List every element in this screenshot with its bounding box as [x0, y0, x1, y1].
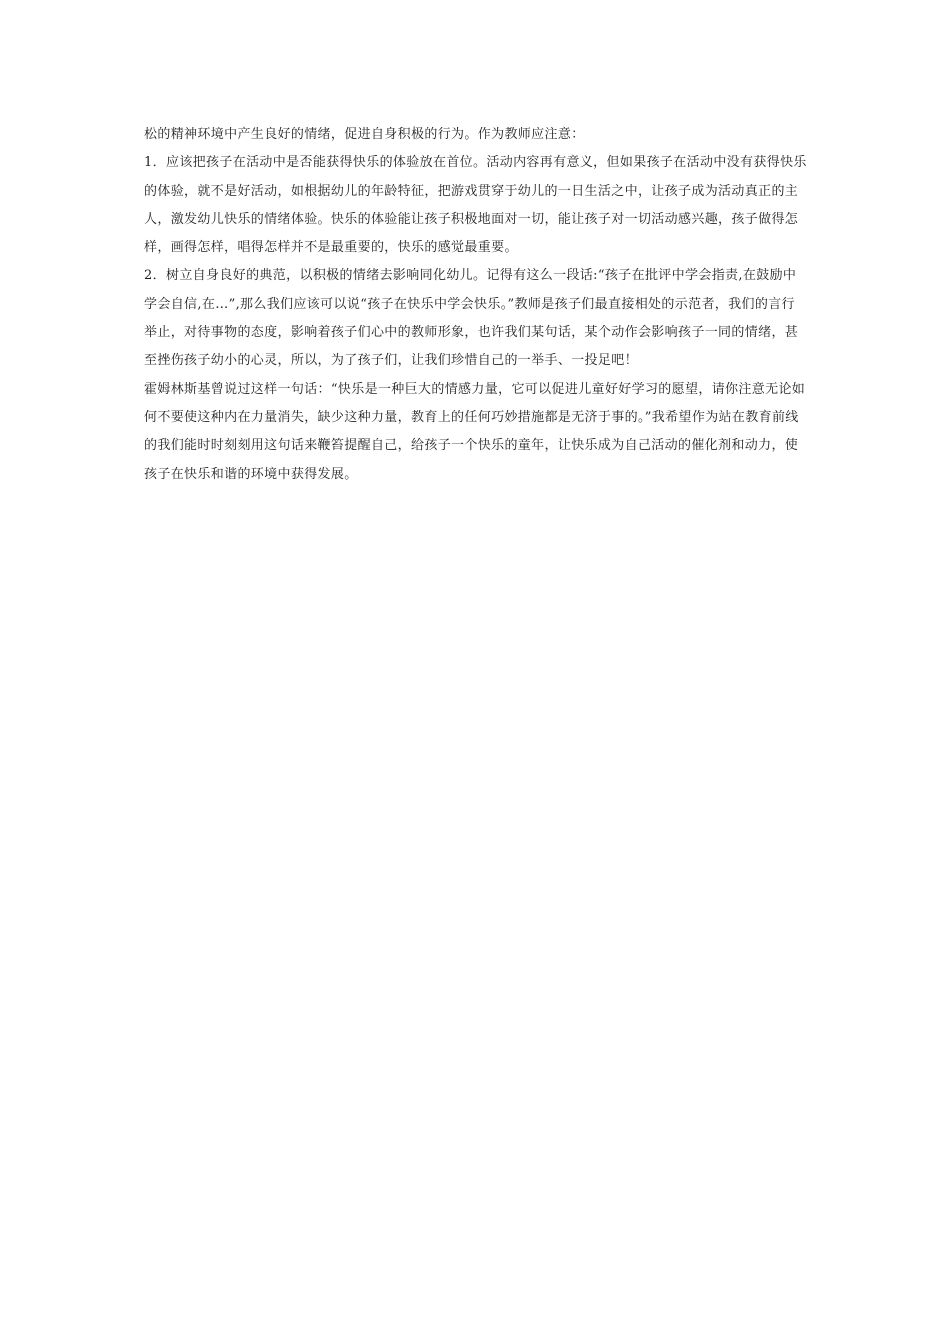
- paragraph-point-1: 1．应该把孩子在活动中是否能获得快乐的体验放在首位。活动内容再有意义，但如果孩子在活动中没有获得快乐的体验，就不是好活动，如根据幼儿的年龄特征，把游戏贯穿于幼儿的一日生活之中，让孩子成为活动真正的主人，激发幼儿快乐的情绪体验。快乐的体验能让孩子积极地面对一切，能让孩子对一切活动感兴趣，孩子做得怎样，画得怎样，唱得怎样并不是最重要的，快乐的感觉最重要。: [144, 155, 807, 256]
- paragraph-point-2: 2．树立自身良好的典范，以积极的情绪去影响同化幼儿。记得有这么一段话:“孩子在批评中学会指责,在鼓励中学会自信,在…”,那么我们应该可以说“孩子在快乐中学会快乐。”教师是孩子们最直接相处的示范者，我们的言行举止，对待事物的态度，影响着孩子们心中的教师形象，也许我们某句话，某个动作会影响孩子一同的情绪，甚至挫伤孩子幼小的心灵，所以，为了孩子们，让我们珍惜自己的一举手、一投足吧！: [144, 268, 799, 369]
- paragraph-intro: 松的精神环境中产生良好的情绪，促进自身积极的行为。作为教师应注意：: [144, 127, 585, 142]
- document-body: [144, 121, 808, 489]
- paragraph-quote-conclusion: 霍姆林斯基曾说过这样一句话：“快乐是一种巨大的情感力量，它可以促进儿童好好学习的愿望，请你注意无论如何不要使这种内在力量消失，缺少这种力量，教育上的任何巧妙措施都是无济于事的。”我希望作为站在教育前线的我们能时时刻刻用这句话来鞭笞提醒自己，给孩子一个快乐的童年，让快乐成为自己活动的催化剂和动力，使孩子在快乐和谐的环境中获得发展。: [144, 381, 806, 482]
